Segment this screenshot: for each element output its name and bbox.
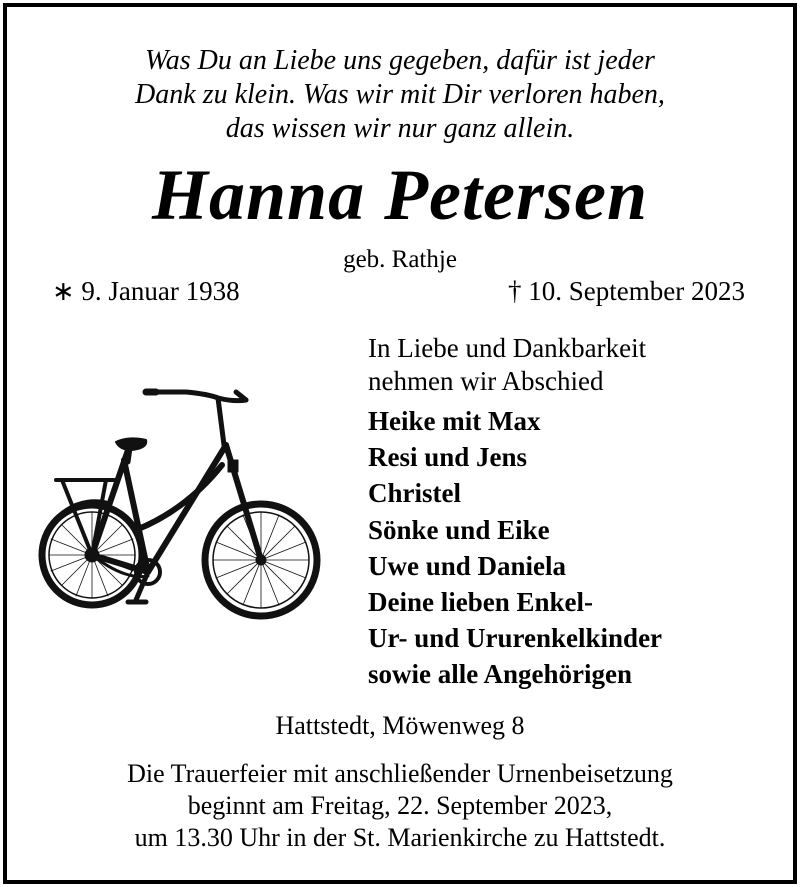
mourners-list: [368, 403, 662, 693]
birth-date: ∗ 9. Januar 1938: [52, 276, 240, 306]
intro-line: In Liebe und Dankbarkeit: [368, 333, 647, 363]
list-item: Sönke und Eike: [368, 514, 550, 545]
verse-line: das wissen wir nur ganz allein.: [225, 113, 575, 144]
list-item: sowie alle Angehörigen: [368, 659, 632, 690]
list-item: Resi und Jens: [368, 442, 528, 473]
list-item: Christel: [368, 478, 461, 509]
list-item: Heike mit Max: [368, 406, 541, 436]
list-item: Ur- und Ururenkelkinder: [368, 623, 663, 654]
service-line: um 13.30 Uhr in der St. Marienkirche zu Hattstedt.: [134, 823, 666, 852]
service-line: Die Trauerfeier mit anschließender Urnenbeisetzung: [127, 759, 673, 788]
maiden-name: geb. Rathje: [343, 246, 457, 273]
address: Hattstedt, Möwenweg 8: [275, 711, 525, 740]
list-item: Deine lieben Enkel-: [368, 587, 594, 618]
service-line: beginnt am Freitag, 22. September 2023,: [187, 791, 613, 820]
list-item: Uwe und Daniela: [368, 550, 567, 581]
death-date: † 10. September 2023: [508, 276, 745, 306]
bicycle-illustration: [36, 380, 326, 640]
verse-line: Was Du an Liebe uns gegeben, dafür ist jeder: [145, 45, 655, 76]
memorial-verse: [0, 44, 800, 146]
intro-line: nehmen wir Abschied: [368, 366, 604, 396]
verse-line: Dank zu klein. Was wir mit Dir verloren haben,: [135, 79, 665, 110]
deceased-name: Hanna Petersen: [151, 155, 649, 235]
funeral-service-info: [0, 758, 800, 854]
farewell-intro: [368, 332, 646, 398]
